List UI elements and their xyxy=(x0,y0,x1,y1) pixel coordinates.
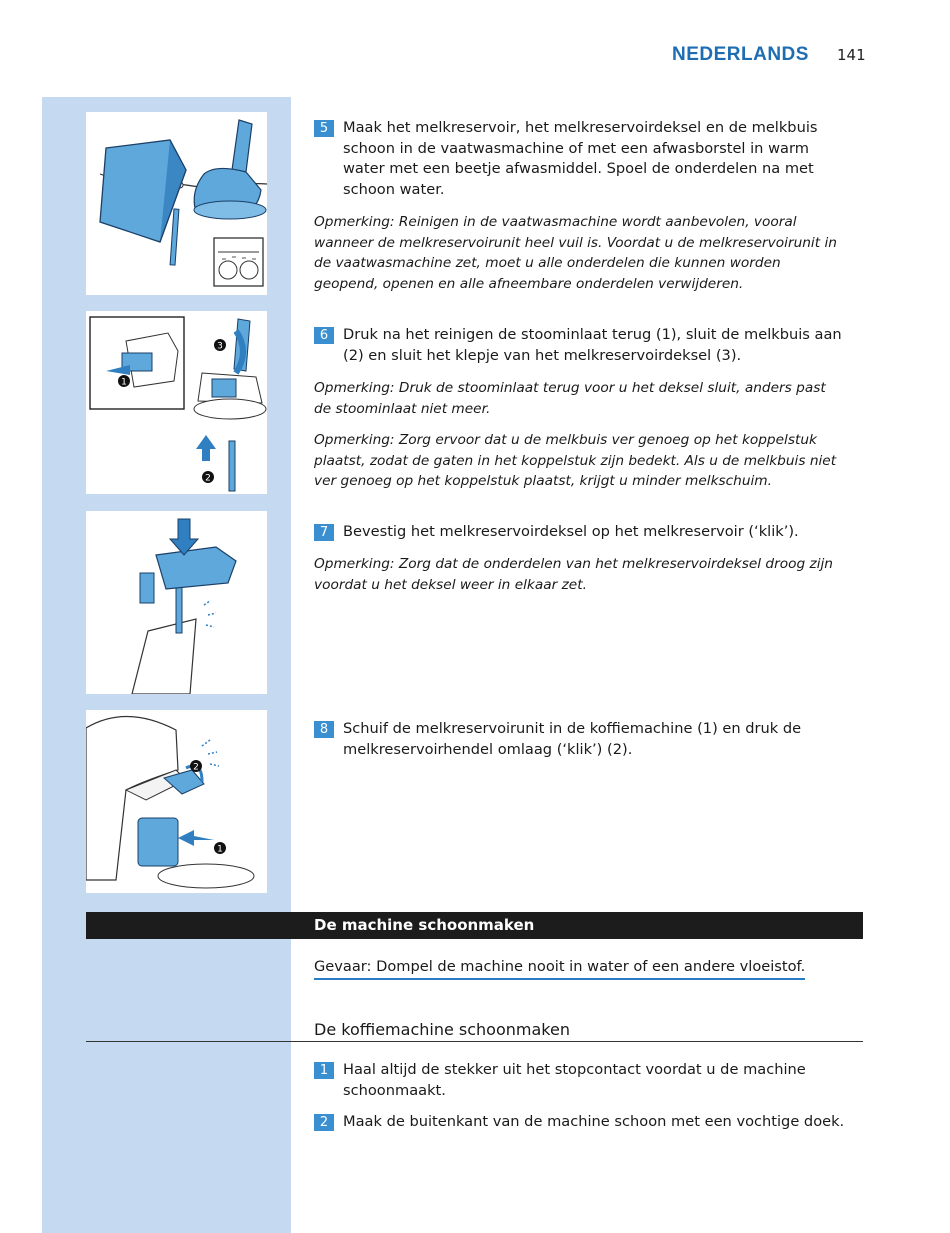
callout-1: 1 xyxy=(121,377,127,388)
note-dishwasher: Opmerking: Reinigen in de vaatwasmachine wordt aanbevolen, vooral wanneer de melkreservoirunit heel vuil is. Voordat u de melkreservoirunit in de vaatwasmachine zet, moet u alle onderdelen die kunnen worden geopend, openen en alle afneembare onderdelen verwijderen. xyxy=(314,214,837,292)
step-number-badge: 2 xyxy=(314,1114,334,1131)
subheading: De koffiemachine schoonmaken xyxy=(314,1020,570,1039)
figure-reassembly xyxy=(86,311,267,494)
step-text: Maak het melkreservoir, het melkreservoirdeksel en de melkbuis schoon in de vaatwasmachine of met een afwasborstel in warm water met een beetje afwasmiddel. Spoel de onderdelen na met schoon water. xyxy=(343,119,818,198)
callout-2: 2 xyxy=(193,762,199,773)
figure-lid-attach xyxy=(86,511,267,694)
step-6 xyxy=(314,325,854,366)
figure-insert-unit xyxy=(86,710,267,893)
callout-2: 2 xyxy=(205,473,211,484)
step-5 xyxy=(314,118,854,200)
step-number-badge: 1 xyxy=(314,1062,334,1079)
step-text: Bevestig het melkreservoirdeksel op het melkreservoir (‘klik’). xyxy=(343,523,799,540)
note-milk-tube: Opmerking: Zorg ervoor dat u de melkbuis ver genoeg op het koppelstuk plaatst, zodat de gaten in het koppelstuk zijn bedekt. Als u de melkbuis niet ver genoeg op het koppelstuk plaatst, krijgt u minder melkschuim. xyxy=(314,432,837,489)
danger-warning: Gevaar: Dompel de machine nooit in water of een andere vloeistof. xyxy=(314,957,805,980)
clean-step-1 xyxy=(314,1060,854,1101)
note-steam-inlet: Opmerking: Druk de stoominlaat terug voor u het deksel sluit, anders past de stoominlaat niet meer. xyxy=(314,380,826,417)
section-title: De machine schoonmaken xyxy=(314,916,535,934)
step-text: Druk na het reinigen de stoominlaat terug (1), sluit de melkbuis aan (2) en sluit het klepje van het melkreservoirdeksel (3). xyxy=(343,326,842,364)
step-number-badge: 8 xyxy=(314,721,334,738)
step-number-badge: 5 xyxy=(314,120,334,137)
step-8 xyxy=(314,719,854,760)
step-text: Maak de buitenkant van de machine schoon met een vochtige doek. xyxy=(343,1113,845,1130)
step-number-badge: 6 xyxy=(314,327,334,344)
step-text: Haal altijd de stekker uit het stopcontact voordat u de machine schoonmaakt. xyxy=(343,1061,806,1099)
callout-1: 1 xyxy=(217,844,223,855)
step-number-badge: 7 xyxy=(314,524,334,541)
page-number: 141 xyxy=(837,46,866,64)
note-dry-parts: Opmerking: Zorg dat de onderdelen van het melkreservoirdeksel droog zijn voordat u het deksel weer in elkaar zet. xyxy=(314,556,833,593)
language-heading: NEDERLANDS xyxy=(672,44,809,65)
callout-3: 3 xyxy=(217,341,223,352)
clean-step-2 xyxy=(314,1112,854,1133)
section-title-bar xyxy=(86,912,863,939)
figure-dishwasher-parts xyxy=(86,112,267,295)
subheading-rule xyxy=(86,1041,863,1042)
step-7 xyxy=(314,522,854,543)
step-text: Schuif de melkreservoirunit in de koffiemachine (1) en druk de melkreservoirhendel omlaag (‘klik’) (2). xyxy=(343,720,802,758)
